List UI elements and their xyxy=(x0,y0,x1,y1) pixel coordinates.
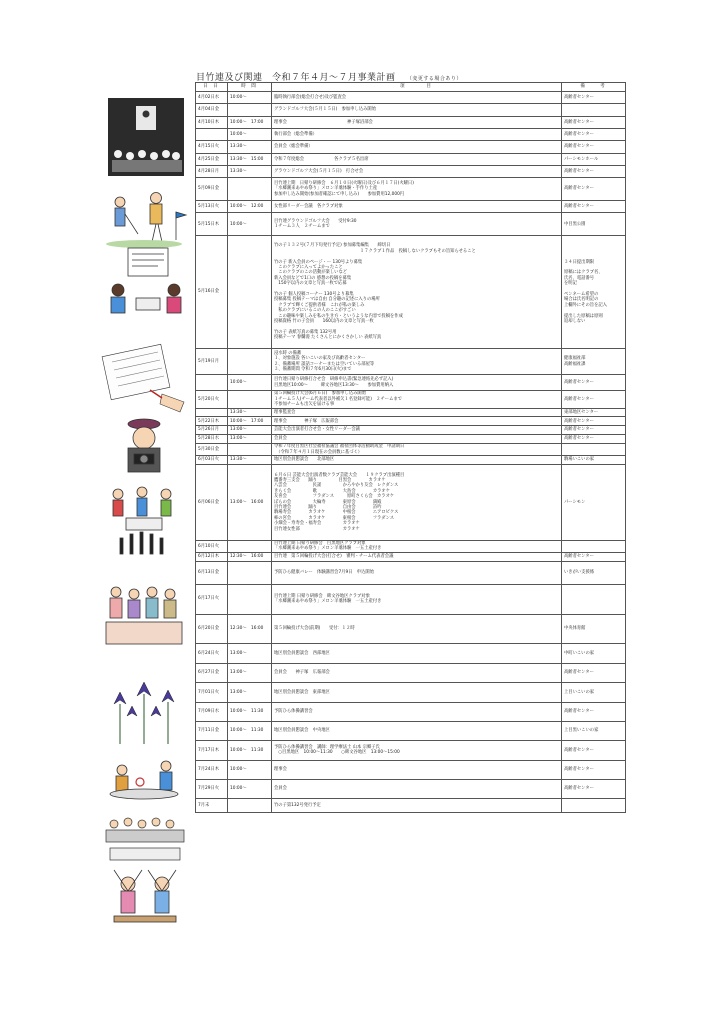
row-date: 7月01日火 xyxy=(196,683,228,702)
row-remark: 東部地区センター xyxy=(562,408,626,417)
row-date: 5月16日金 xyxy=(196,236,228,349)
row-date: 4月28日月 xyxy=(196,165,228,177)
row-time: 10:00～ 11:30 xyxy=(228,721,272,740)
row-remark: 駒場いこいの家 xyxy=(562,456,626,465)
row-remark: 高齢者センター xyxy=(562,702,626,721)
row-date: 6月20日金 xyxy=(196,614,228,644)
row-item: ６月６日 芸能大会出演者数クラブ芸能大会 １９クラブ出演種目 鷹番寿三支会 踊り 目黒会 カラオケ 八雲会 民謡 かろやかり友会 レクダンス きらく会 歌 大島会 カラオケ 友喜会 フラダンス 原町さくら会 カラオケ ぽらの会 大輪寿 東原会 満殿 目竹連会 踊り 自由会 詩吟 駒場寿会 カラオケ 中根会 エアロビクス 柿の宮会 カラオケ 東根会 フラダンス 小畑会・寿寿会・福寿会 カラオケ 目竹連女性部 カラオケ xyxy=(272,464,562,540)
row-item: 理事会 神子塚 広報部会 xyxy=(272,417,562,426)
row-item: 理事会 xyxy=(272,760,562,779)
row-time: 10:00～ xyxy=(228,92,272,104)
header-item: 項 目 xyxy=(272,83,562,92)
row-time: 10:00～ 11:30 xyxy=(228,741,272,760)
row-date: 5月30日金 xyxy=(196,443,228,455)
title-note: （変更する場合あり） xyxy=(406,76,462,82)
header-date: 日 日 xyxy=(196,83,228,92)
row-time xyxy=(228,799,272,813)
row-date: 4月15日火 xyxy=(196,141,228,153)
row-item: グランドゴルフ大会(５月１５日) 参加申し込み開始 xyxy=(272,104,562,116)
table-row xyxy=(196,799,626,813)
exercise-pair-illustration xyxy=(114,870,176,922)
row-remark: 高齢者センター xyxy=(562,435,626,444)
row-item: 令和７年度総会 各クラブ５名出席 xyxy=(272,153,562,165)
row-date: 6月03日火 xyxy=(196,456,228,465)
row-time xyxy=(228,584,272,614)
row-time: 10:00～ 11:30 xyxy=(228,702,272,721)
row-item: 芸能大会出演者打合せ会・女性リーダー会議 xyxy=(272,426,562,435)
row-item: 浸水時 の備蓄 １、対象施設 各いこいの家及び高齢者センター ２、備蓄場所 談話コーナーまたは空いている部屋等 ３、備蓄期間 令和７年6月30日(火)まで xyxy=(272,348,562,374)
row-time: 10:00～ xyxy=(228,213,272,236)
row-remark: 中目黒公園 xyxy=(562,213,626,236)
table-row xyxy=(196,116,626,128)
row-item: 令和７年度目黒区社会福祉協議会 福祉団体等活動助成金 申請期日 （令和７年４月１日現在の会員数に基づく） xyxy=(272,443,562,455)
table-row xyxy=(196,464,626,540)
table-row xyxy=(196,104,626,116)
row-time: 10:00～ xyxy=(228,779,272,798)
row-date: 5月22日木 xyxy=(196,417,228,426)
illustration-column xyxy=(100,94,190,954)
table-row xyxy=(196,702,626,721)
row-time: 10:00～ 17:00 xyxy=(228,116,272,128)
row-date xyxy=(196,408,228,417)
row-date: 5月15日木 xyxy=(196,213,228,236)
schedule-body xyxy=(196,92,626,813)
row-time xyxy=(228,348,272,374)
ring-toss-illustration xyxy=(110,761,178,799)
table-row xyxy=(196,153,626,165)
table-row xyxy=(196,375,626,391)
row-remark: 高齢者センター xyxy=(562,92,626,104)
table-row xyxy=(196,417,626,426)
table-row xyxy=(196,408,626,417)
row-remark: 高齢者センター xyxy=(562,552,626,561)
row-date: 6月24日火 xyxy=(196,644,228,663)
performers-illustration xyxy=(106,587,182,644)
row-item: 理事会 神子塚沼部会 xyxy=(272,116,562,128)
row-time xyxy=(228,391,272,409)
row-remark: 高齢者センター xyxy=(562,760,626,779)
row-remark xyxy=(562,443,626,455)
table-header-row xyxy=(196,83,626,92)
row-time: 13:00～ xyxy=(228,683,272,702)
table-row xyxy=(196,614,626,644)
row-item: 予防ひら健康バレー 体験講習会7月9日 申込開始 xyxy=(272,561,562,584)
row-item: 執行部会（総会準備） xyxy=(272,128,562,140)
photographer-illustration xyxy=(128,419,160,472)
table-row xyxy=(196,178,626,201)
row-remark: 中町いこいの家 xyxy=(562,644,626,663)
row-time xyxy=(228,540,272,552)
row-remark: ３４日提出期限 原稿にはクラブ名、 氏名、電話番号 を明記 ペンネーム希望の 場合は氏名明記の 上欄外にその旨を記入 提出した原稿は原則 返却しない xyxy=(562,236,626,349)
table-row xyxy=(196,165,626,177)
row-time: 13:30～ 15:00 xyxy=(228,153,272,165)
row-item: 目竹連グラウンドゴルフ大会 受付9:30 １チーム３人 ２チームまで xyxy=(272,213,562,236)
women-meeting-illustration xyxy=(111,248,181,313)
row-date: 6月27日金 xyxy=(196,663,228,682)
row-remark: 高齢者センター xyxy=(562,165,626,177)
row-time: 13:00～ xyxy=(228,644,272,663)
row-remark xyxy=(562,584,626,614)
row-time: 10:00～ xyxy=(228,760,272,779)
row-date: 6月13日金 xyxy=(196,561,228,584)
row-remark: 高齢者センター xyxy=(562,375,626,391)
table-row xyxy=(196,426,626,435)
row-item: 臨時執行部会(総会打合せ)及び監査会 xyxy=(272,92,562,104)
table-row xyxy=(196,760,626,779)
row-item: 会員会 xyxy=(272,779,562,798)
row-date: 7月末 xyxy=(196,799,228,813)
row-remark: パーシモン xyxy=(562,464,626,540)
exercise-group-illustration xyxy=(113,487,171,554)
meeting-illustration xyxy=(108,98,184,176)
row-date: 4月04日金 xyxy=(196,104,228,116)
table-row xyxy=(196,683,626,702)
table-row xyxy=(196,128,626,140)
row-date xyxy=(196,375,228,391)
table-row xyxy=(196,92,626,104)
iris-flowers-illustration xyxy=(114,682,174,744)
row-date: 7月24日木 xyxy=(196,760,228,779)
row-time xyxy=(228,236,272,349)
row-item: 地区別会員懇談会 中央地区 xyxy=(272,721,562,740)
row-item: グラウンドゴルフ大会(５月１５日) 打合せ会 xyxy=(272,165,562,177)
table-row xyxy=(196,741,626,760)
row-remark: 健康福祉部 高齢福祉課 xyxy=(562,348,626,374)
table-row xyxy=(196,644,626,663)
table-row xyxy=(196,561,626,584)
row-remark: 上目黒いこいの家 xyxy=(562,721,626,740)
row-item: 会員会（総会準備） xyxy=(272,141,562,153)
row-time xyxy=(228,561,272,584)
row-time: 10:00～ xyxy=(228,375,272,391)
row-time: 13:30～ xyxy=(228,165,272,177)
table-row xyxy=(196,552,626,561)
table-row xyxy=(196,213,626,236)
row-time: 13:00～ 16:00 xyxy=(228,464,272,540)
row-item: 目竹連日帰り研修打合せ会 研修申込書(緊急連絡先必ず記入) 目黒地区10:00～ 碑文谷地区13:30～ 参加費用納入 xyxy=(272,375,562,391)
row-item: 理事監査会 xyxy=(272,408,562,417)
table-row xyxy=(196,348,626,374)
row-date: 4月02日水 xyxy=(196,92,228,104)
row-item: 会員会 神子塚 広報部会 xyxy=(272,663,562,682)
table-row xyxy=(196,391,626,409)
table-row xyxy=(196,584,626,614)
row-remark xyxy=(562,540,626,552)
row-time: 10:00～ xyxy=(228,128,272,140)
row-item: 第５回輪投げ大会(6月６日) 参加申し込み開始 １チーム５人(チーム代表者以外補欠１名登録可能) ２チームまで 不参加チームも出欠を届ける事 xyxy=(272,391,562,409)
row-date: 7月09日水 xyxy=(196,702,228,721)
writing-illustration xyxy=(102,344,184,412)
table-row xyxy=(196,443,626,455)
row-item: 予防ひら体操講習会 講師：理学療法士 山本 宗郷子氏 ○目黒地区 10:00～11:30 ○碑文谷地区 13:00～15:00 xyxy=(272,741,562,760)
row-remark xyxy=(562,104,626,116)
row-date xyxy=(196,128,228,140)
row-remark: 高齢者センター xyxy=(562,426,626,435)
row-date: 6月17日火 xyxy=(196,584,228,614)
row-time: 13:00～ xyxy=(228,435,272,444)
row-item: 地区別会員懇談会 北部地区 xyxy=(272,456,562,465)
table-row xyxy=(196,201,626,213)
schedule-table xyxy=(195,82,626,813)
row-remark: 高齢者センター xyxy=(562,417,626,426)
row-item: 竹の子第132号発行予定 xyxy=(272,799,562,813)
row-item: 竹の子１３２号(７月下旬発行予定) 参加募集編集 締切日 １７クラブ１作品 投稿しないクラブもその旨知らせること 竹の子 新入会員のページ・ー 130号より募集 このクラブに入ってよかったこと このクラブのこの活動が楽しいなど 新入会員などで1口の 感想の投稿を募集 150字以内の文章と写真一枚で応募 竹の子 個人投稿コーナー 130号より募集 投稿募集 投稿テーマは自由 自分趣の記述に入りの場所 クラブで輝くご提供者様 これが私の楽しみ 私のクラブにいるこの人のここがすごい この趣味や楽しみを私の生き方・というような内容で投稿を作成 投稿資格 竹の子会員 160以内の文章と写真一枚 竹の子 表紙写真の募集 132号用 投稿テーマ 春爛漫 たくさんとにかくさかしい 表紙写真 xyxy=(272,236,562,349)
row-remark: 高齢者センター xyxy=(562,201,626,213)
table-row xyxy=(196,779,626,798)
row-date: 5月13日火 xyxy=(196,201,228,213)
row-item: 地区別会員懇談会 西部地区 xyxy=(272,644,562,663)
row-date: 7月29日火 xyxy=(196,779,228,798)
row-time: 13:30～ xyxy=(228,408,272,417)
row-time: 12:30～ 16:00 xyxy=(228,614,272,644)
table-row xyxy=(196,721,626,740)
title-text: 目竹連及び関連 令和７年４月～７月事業計画 xyxy=(196,73,396,83)
row-item: 目竹連上期 日帰り研修会 目黒地区クラブ対象 「水郷潮来あやめ祭り」メロン羊羹体験 一五土産付き xyxy=(272,540,562,552)
row-item: 会員会 xyxy=(272,435,562,444)
table-row xyxy=(196,540,626,552)
row-date: 4月25日金 xyxy=(196,153,228,165)
table-row xyxy=(196,435,626,444)
row-remark: 高齢者センター xyxy=(562,116,626,128)
table-row xyxy=(196,141,626,153)
row-item: 目竹連上期 日帰り研修会 ６月１０日(火曜日)及び６月１７日(火曜日) 「水郷潮来あやめ祭り」メロン羊羹体験・手作り土産 参加申し込み開始(参加者確認にて申し込み) 参加費用12,000円 xyxy=(272,178,562,201)
row-date: 5月09日金 xyxy=(196,178,228,201)
header-remark: 備 考 xyxy=(562,83,626,92)
row-time xyxy=(228,443,272,455)
row-time: 10:00～ 12:00 xyxy=(228,201,272,213)
row-date: 5月20日火 xyxy=(196,391,228,409)
row-remark: 高齢者センター xyxy=(562,779,626,798)
row-item: 地区別会員懇談会 東部地区 xyxy=(272,683,562,702)
row-time: 13:30～ xyxy=(228,456,272,465)
row-remark: 中央体育館 xyxy=(562,614,626,644)
row-time: 13:00～ xyxy=(228,426,272,435)
row-item: 女性部リーダー会議 各クラブ対象 xyxy=(272,201,562,213)
row-item: 目竹連上期 日帰り研修会 碑文谷地区クラブ対象 「水郷潮来あやめ祭り」メロン羊羹体験 一五土産付き xyxy=(272,584,562,614)
row-date: 6月10日火 xyxy=(196,540,228,552)
row-remark: いきがい支援係 xyxy=(562,561,626,584)
row-remark: パーシモンホール xyxy=(562,153,626,165)
row-time: 10:00～ 17:00 xyxy=(228,417,272,426)
row-remark: 高齢者センター xyxy=(562,741,626,760)
table-row xyxy=(196,456,626,465)
row-date: 5月19日月 xyxy=(196,348,228,374)
row-item: 目竹連 第５回輪投げ大会(打合せ) 審判・チーム代表者会議 xyxy=(272,552,562,561)
row-remark: 上目いこいの家 xyxy=(562,683,626,702)
table-row xyxy=(196,663,626,682)
row-remark: 高齢者センター xyxy=(562,178,626,201)
row-item: 予防ひら体操講習会 xyxy=(272,702,562,721)
row-date: 4月10日木 xyxy=(196,116,228,128)
seated-audience-illustration xyxy=(106,818,184,860)
header-time: 時 間 xyxy=(228,83,272,92)
row-time: 12:30～ 16:00 xyxy=(228,552,272,561)
row-remark: 高齢者センター xyxy=(562,141,626,153)
row-date: 7月11日金 xyxy=(196,721,228,740)
row-remark: 高齢者センター xyxy=(562,391,626,409)
row-remark: 高齢者センター xyxy=(562,663,626,682)
table-row xyxy=(196,236,626,349)
row-date: 7月17日木 xyxy=(196,741,228,760)
row-date: 5月26日月 xyxy=(196,426,228,435)
row-time: 13:30～ xyxy=(228,141,272,153)
row-date: 6月06日金 xyxy=(196,464,228,540)
row-item: 第５回輪投げ大会(前期) 受付：１２時 xyxy=(272,614,562,644)
row-date: 5月28日水 xyxy=(196,435,228,444)
ground-golf-illustration xyxy=(106,193,186,249)
row-time: 13:00～ xyxy=(228,663,272,682)
row-time xyxy=(228,104,272,116)
row-remark: 高齢者センター xyxy=(562,128,626,140)
row-time xyxy=(228,178,272,201)
row-date: 6月12日木 xyxy=(196,552,228,561)
row-remark xyxy=(562,799,626,813)
